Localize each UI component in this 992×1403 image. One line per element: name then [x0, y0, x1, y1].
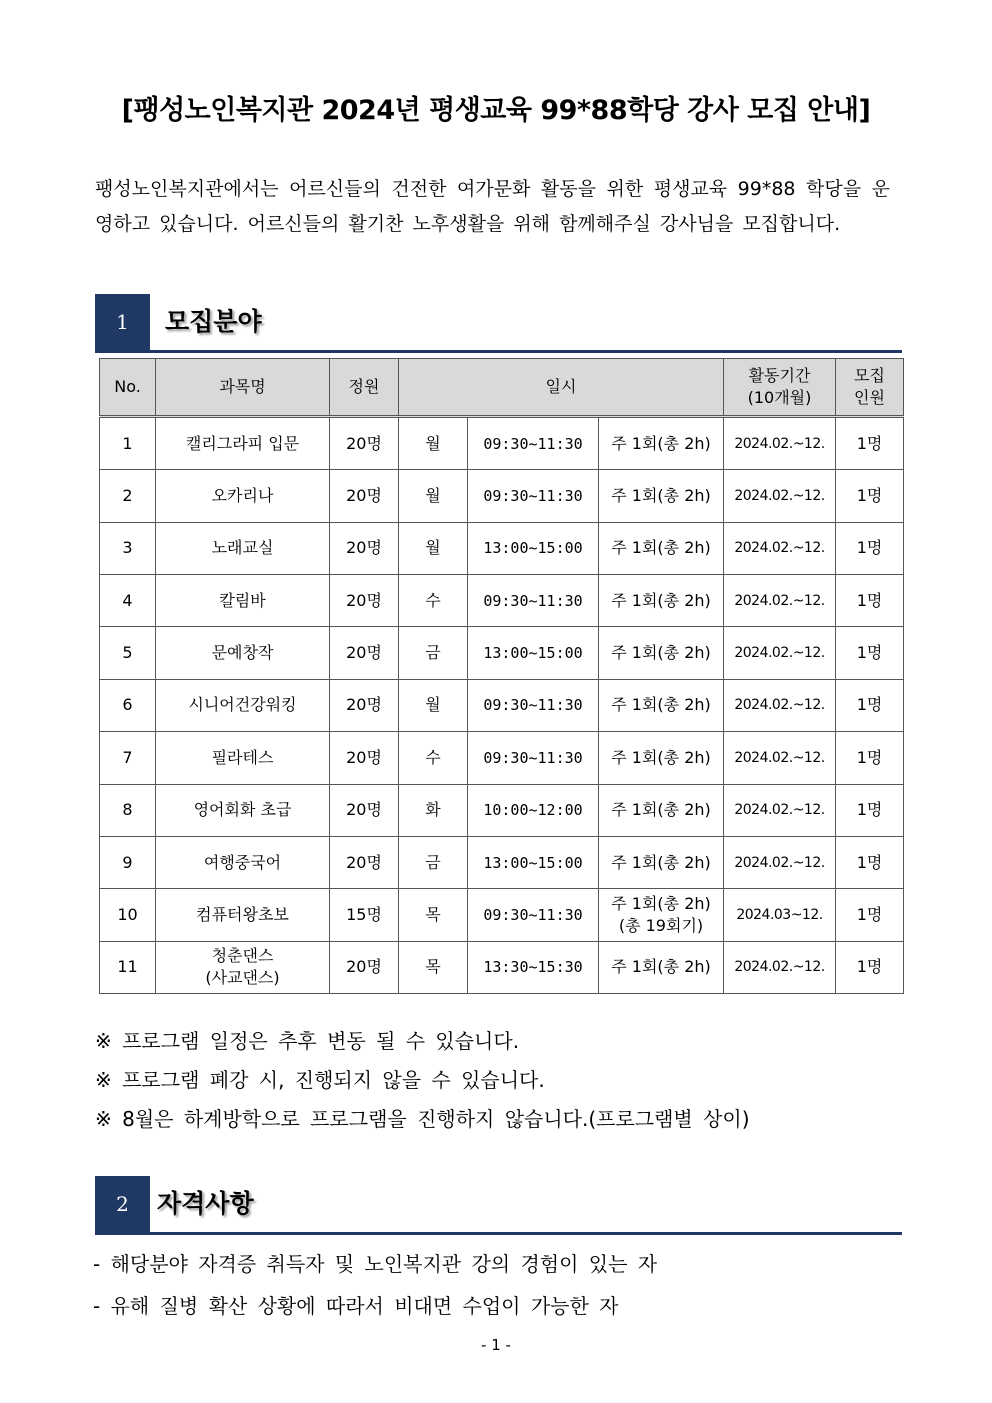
note-item: ※ 8월은 하계방학으로 프로그램을 진행하지 않습니다.(프로그램별 상이) [95, 1107, 750, 1131]
header-recruit-count: 모집 인원 [836, 359, 904, 417]
header-no: No. [100, 359, 156, 417]
header-schedule: 일시 [399, 359, 724, 417]
table-row: 6 시니어건강워킹 20명 월 09:30~11:30 주 1회(총 2h) 2024.02.~12. 1명 [100, 679, 904, 731]
table-row: 11 청춘댄스 (사교댄스) 20명 목 13:30~15:30 주 1회(총 2h) 2024.02.~12. 1명 [100, 941, 904, 993]
table-row: 1 캘리그라피 입문 20명 월 09:30~11:30 주 1회(총 2h) 2024.02.~12. 1명 [100, 417, 904, 470]
qualifications-list [93, 1243, 900, 1327]
page-title: [팽성노인복지관 2024년 평생교육 99*88학당 강사 모집 안내] [121, 95, 871, 126]
qualification-item: - 해당분야 자격증 취득자 및 노인복지관 강의 경험이 있는 자 [93, 1252, 658, 1276]
table-row: 5 문예창작 20명 금 13:00~15:00 주 1회(총 2h) 2024.02.~12. 1명 [100, 627, 904, 679]
table-row: 4 칼림바 20명 수 09:30~11:30 주 1회(총 2h) 2024.02.~12. 1명 [100, 575, 904, 627]
header-capacity: 정원 [330, 359, 399, 417]
note-item: ※ 프로그램 일정은 추후 변동 될 수 있습니다. [95, 1029, 520, 1053]
table-row: 2 오카리나 20명 월 09:30~11:30 주 1회(총 2h) 2024.02.~12. 1명 [100, 470, 904, 522]
note-item: ※ 프로그램 폐강 시, 진행되지 않을 수 있습니다. [95, 1068, 545, 1092]
header-period: 활동기간 (10개월) [724, 359, 836, 417]
table-row: 3 노래교실 20명 월 13:00~15:00 주 1회(총 2h) 2024.02.~12. 1명 [100, 522, 904, 574]
section-header-recruitment [95, 294, 902, 353]
table-header-row [100, 359, 904, 417]
table-row: 7 필라테스 20명 수 09:30~11:30 주 1회(총 2h) 2024.02.~12. 1명 [100, 732, 904, 784]
notes-list [95, 1022, 902, 1139]
intro-paragraph: 팽성노인복지관에서는 어르신들의 건전한 여가문화 활동을 위한 평생교육 99*88 학당을 운영하고 있습니다. 어르신들의 활기찬 노후생활을 위해 함께해주실 강사님을 모집합니다. [95, 178, 890, 235]
section-title: 자격사항 [157, 1189, 254, 1218]
table-row: 10 컴퓨터왕초보 15명 목 09:30~11:30 주 1회(총 2h) (총 19회기) 2024.03~12. 1명 [100, 889, 904, 941]
recruitment-table [99, 358, 904, 994]
section-number: 2 [95, 1176, 150, 1232]
table-row: 8 영어회화 초급 20명 화 10:00~12:00 주 1회(총 2h) 2024.02.~12. 1명 [100, 784, 904, 836]
section-title: 모집분야 [165, 307, 262, 336]
header-subject: 과목명 [156, 359, 330, 417]
section-number: 1 [95, 294, 150, 350]
qualification-item: - 유해 질병 확산 상황에 따라서 비대면 수업이 가능한 자 [93, 1294, 619, 1318]
page-number: - 1 - [481, 1336, 511, 1354]
section-header-qualifications [95, 1176, 902, 1235]
table-row: 9 여행중국어 20명 금 13:00~15:00 주 1회(총 2h) 2024.02.~12. 1명 [100, 836, 904, 888]
